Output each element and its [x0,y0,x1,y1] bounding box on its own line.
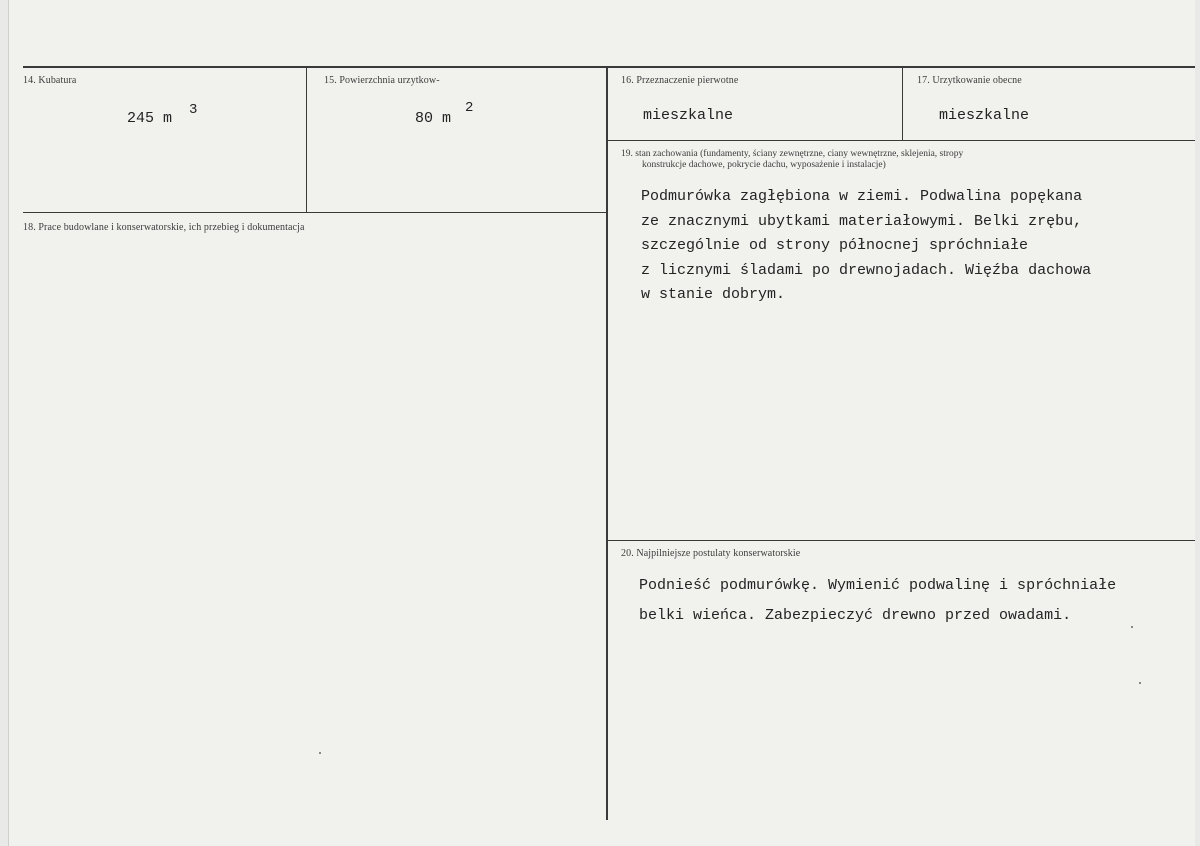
rule-above-20 [608,540,1195,541]
field-20-line-2: belki wieńca. Zabezpieczyć drewno przed owadami. [639,607,1072,624]
field-16-value: mieszkalne [643,107,734,124]
field-15-superscript: 2 [465,100,474,116]
field-15-label: 15. Powierzchnia urzytkow- [324,75,440,86]
field-20-line-1: Podnieść podmurówkę. Wymienić podwalinę i spróchniałe [639,577,1117,594]
rule-below-14-15 [23,212,607,213]
field-16-label: 16. Przeznaczenie pierwotne [621,75,739,86]
field-14-label: 14. Kubatura [23,75,77,86]
vertical-divider-14-15 [306,68,307,212]
field-20-text [639,571,1116,631]
field-15-value: 80 m [415,110,452,127]
field-19-line-5: w stanie dobrym. [641,286,786,303]
field-19-text [641,185,1091,308]
field-19-label-line-2: konstrukcje dachowe, pokrycie dachu, wyposażenie i instalacje) [642,160,886,170]
record-card [8,0,1195,846]
field-14-superscript: 3 [189,102,198,118]
ink-speck [1131,626,1133,628]
field-19-line-2: ze znacznymi ubytkami materiałowymi. Belki zrębu, [641,212,1083,230]
field-19-label-line-1: 19. stan zachowania (fundamenty, ściany zewnętrzne, ciany wewnętrzne, sklejenia, stropy [621,149,964,159]
field-19-line-3: szczególnie od strony północnej spróchniałe [641,237,1029,254]
ink-speck [319,752,321,754]
top-rule-left [23,66,839,68]
field-20-label: 20. Najpilniejsze postulaty konserwatorskie [621,548,801,559]
field-18-label: 18. Prace budowlane i konserwatorskie, ich przebieg i dokumentacja [23,222,305,233]
field-19-line-1: Podmurówka zagłębiona w ziemi. Podwalina popękana [641,188,1083,205]
field-17-label: 17. Urzytkowanie obecne [917,75,1022,86]
field-14-value: 245 m [127,110,173,127]
vertical-divider-main [606,68,608,820]
top-rule-right [839,66,1195,68]
rule-below-16-17 [608,140,1195,141]
field-19-line-4: z licznymi śladami po drewnojadach. Więźba dachowa [641,261,1092,279]
ink-speck [1139,682,1141,684]
vertical-divider-16-17 [902,68,903,140]
field-17-value: mieszkalne [939,107,1030,124]
